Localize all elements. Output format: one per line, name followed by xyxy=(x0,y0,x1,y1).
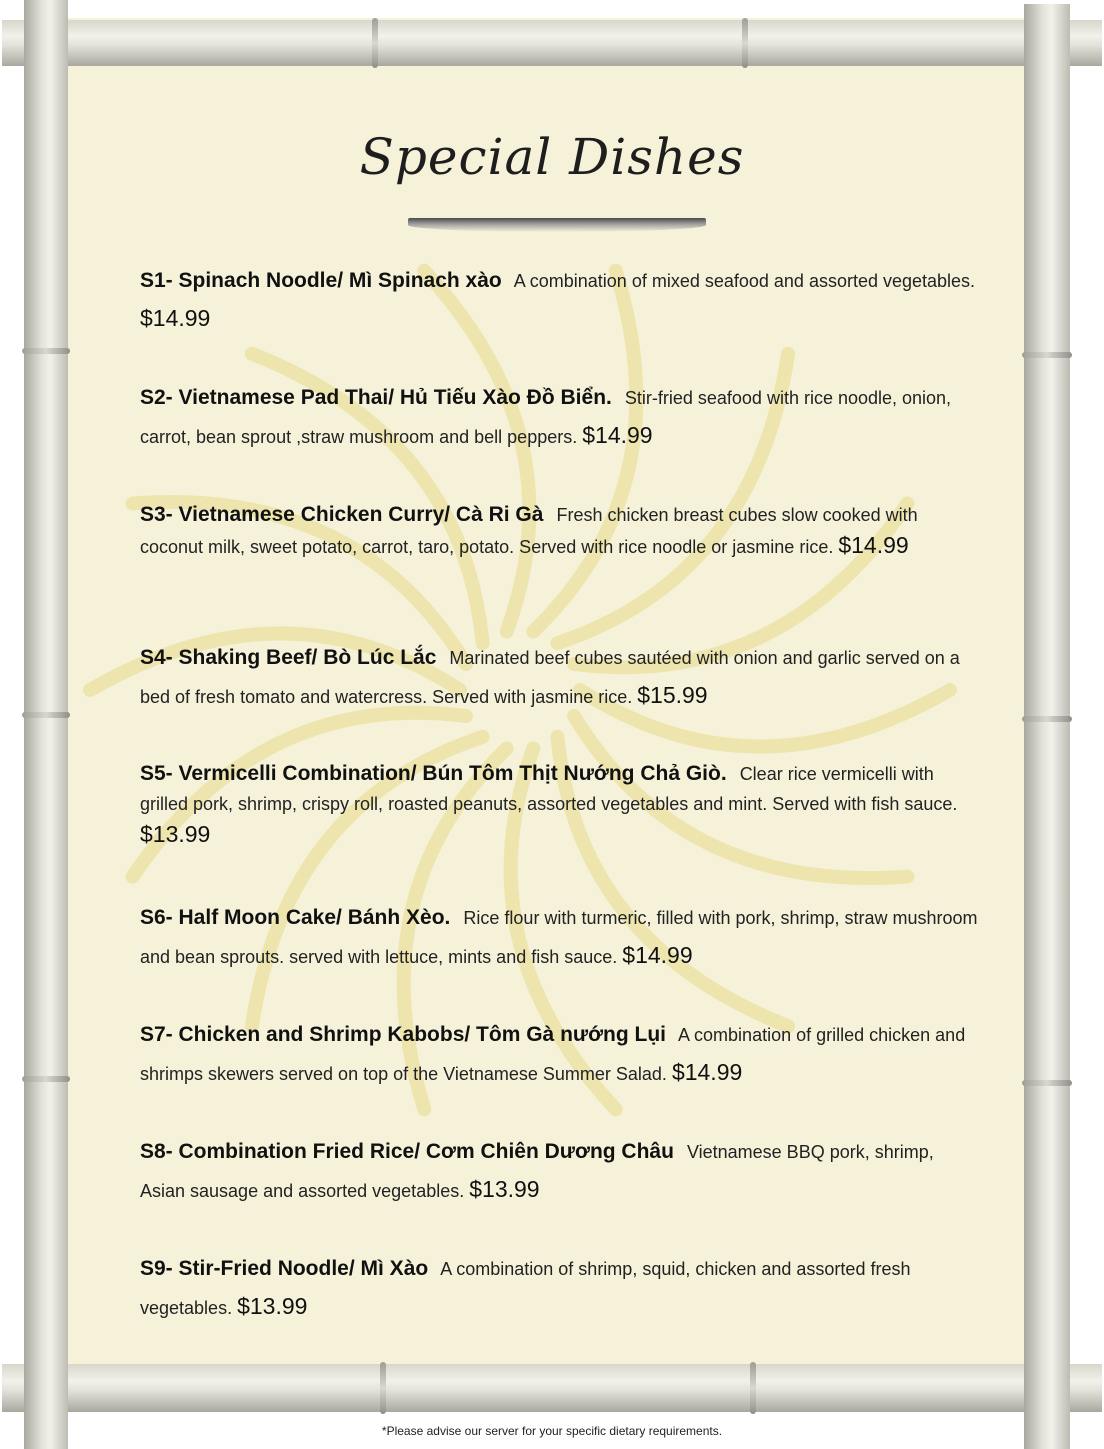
bamboo-right xyxy=(1024,4,1070,1449)
menu-item xyxy=(140,639,980,716)
item-price: $15.99 xyxy=(637,682,708,708)
menu-item xyxy=(140,759,980,851)
item-price: $14.99 xyxy=(622,942,693,968)
item-description: Clear rice vermicelli with grilled pork, shrimp, crispy roll, roasted peanuts, assorted vegetables and mint. Served with fish sauce. xyxy=(140,764,958,814)
item-name: S8- Combination Fried Rice/ Cơm Chiên Dương Châu xyxy=(140,1140,674,1163)
page-title: Special Dishes xyxy=(359,128,745,186)
menu-item xyxy=(140,1016,980,1093)
title-divider xyxy=(408,218,706,232)
bamboo-left xyxy=(24,0,68,1449)
item-price: $14.99 xyxy=(582,422,653,448)
item-name: S3- Vietnamese Chicken Curry/ Cà Ri Gà xyxy=(140,503,544,526)
menu-item xyxy=(140,262,980,339)
item-name: S9- Stir-Fried Noodle/ Mì Xào xyxy=(140,1257,429,1280)
item-price: $13.99 xyxy=(237,1293,308,1319)
item-description: Marinated beef cubes sautéed with onion and garlic served on a bed of fresh tomato and watercress. Served with jasmine rice. xyxy=(140,648,960,707)
item-name: S2- Vietnamese Pad Thai/ Hủ Tiếu Xào Đồ Biển. xyxy=(140,386,612,409)
item-description: Rice flour with turmeric, filled with pork, shrimp, straw mushroom and bean sprouts. served with lettuce, mints and fish sauce. xyxy=(140,908,978,967)
menu-item xyxy=(140,899,980,976)
bamboo-bottom xyxy=(2,1364,1102,1412)
item-description: A combination of shrimp, squid, chicken and assorted fresh vegetables. xyxy=(140,1259,911,1318)
item-name: S7- Chicken and Shrimp Kabobs/ Tôm Gà nướng Lụi xyxy=(140,1023,667,1046)
bamboo-top xyxy=(2,20,1102,66)
menu-item xyxy=(140,1250,980,1327)
item-price: $14.99 xyxy=(671,1059,743,1085)
item-description: A combination of mixed seafood and assorted vegetables. xyxy=(513,271,976,291)
item-price: $13.99 xyxy=(140,821,211,847)
item-name: S4- Shaking Beef/ Bò Lúc Lắc xyxy=(140,646,437,669)
item-name: S6- Half Moon Cake/ Bánh Xèo. xyxy=(140,906,451,929)
item-price: $13.99 xyxy=(469,1176,540,1202)
item-description: Stir-fried seafood with rice noodle, onion, carrot, bean sprout ,straw mushroom and bell peppers. xyxy=(140,388,952,447)
item-description: A combination of grilled chicken and shrimps skewers served on top of the Vietnamese Summer Salad. xyxy=(140,1025,966,1084)
dietary-footnote: *Please advise our server for your specific dietary requirements. xyxy=(381,1424,723,1438)
item-name: S5- Vermicelli Combination/ Bún Tôm Thịt Nướng Chả Giò. xyxy=(140,762,727,785)
item-name: S1- Spinach Noodle/ Mì Spinach xào xyxy=(140,269,502,292)
item-description: Vietnamese BBQ pork, shrimp, Asian sausage and assorted vegetables. xyxy=(140,1142,934,1201)
menu-item xyxy=(140,1133,980,1210)
item-description: Fresh chicken breast cubes slow cooked with coconut milk, sweet potato, carrot, taro, potato. Served with rice noodle or jasmine rice. xyxy=(140,505,918,557)
menu-item xyxy=(140,379,980,456)
item-price: $14.99 xyxy=(838,532,909,558)
item-price: $14.99 xyxy=(140,305,211,331)
menu-item xyxy=(140,500,980,562)
